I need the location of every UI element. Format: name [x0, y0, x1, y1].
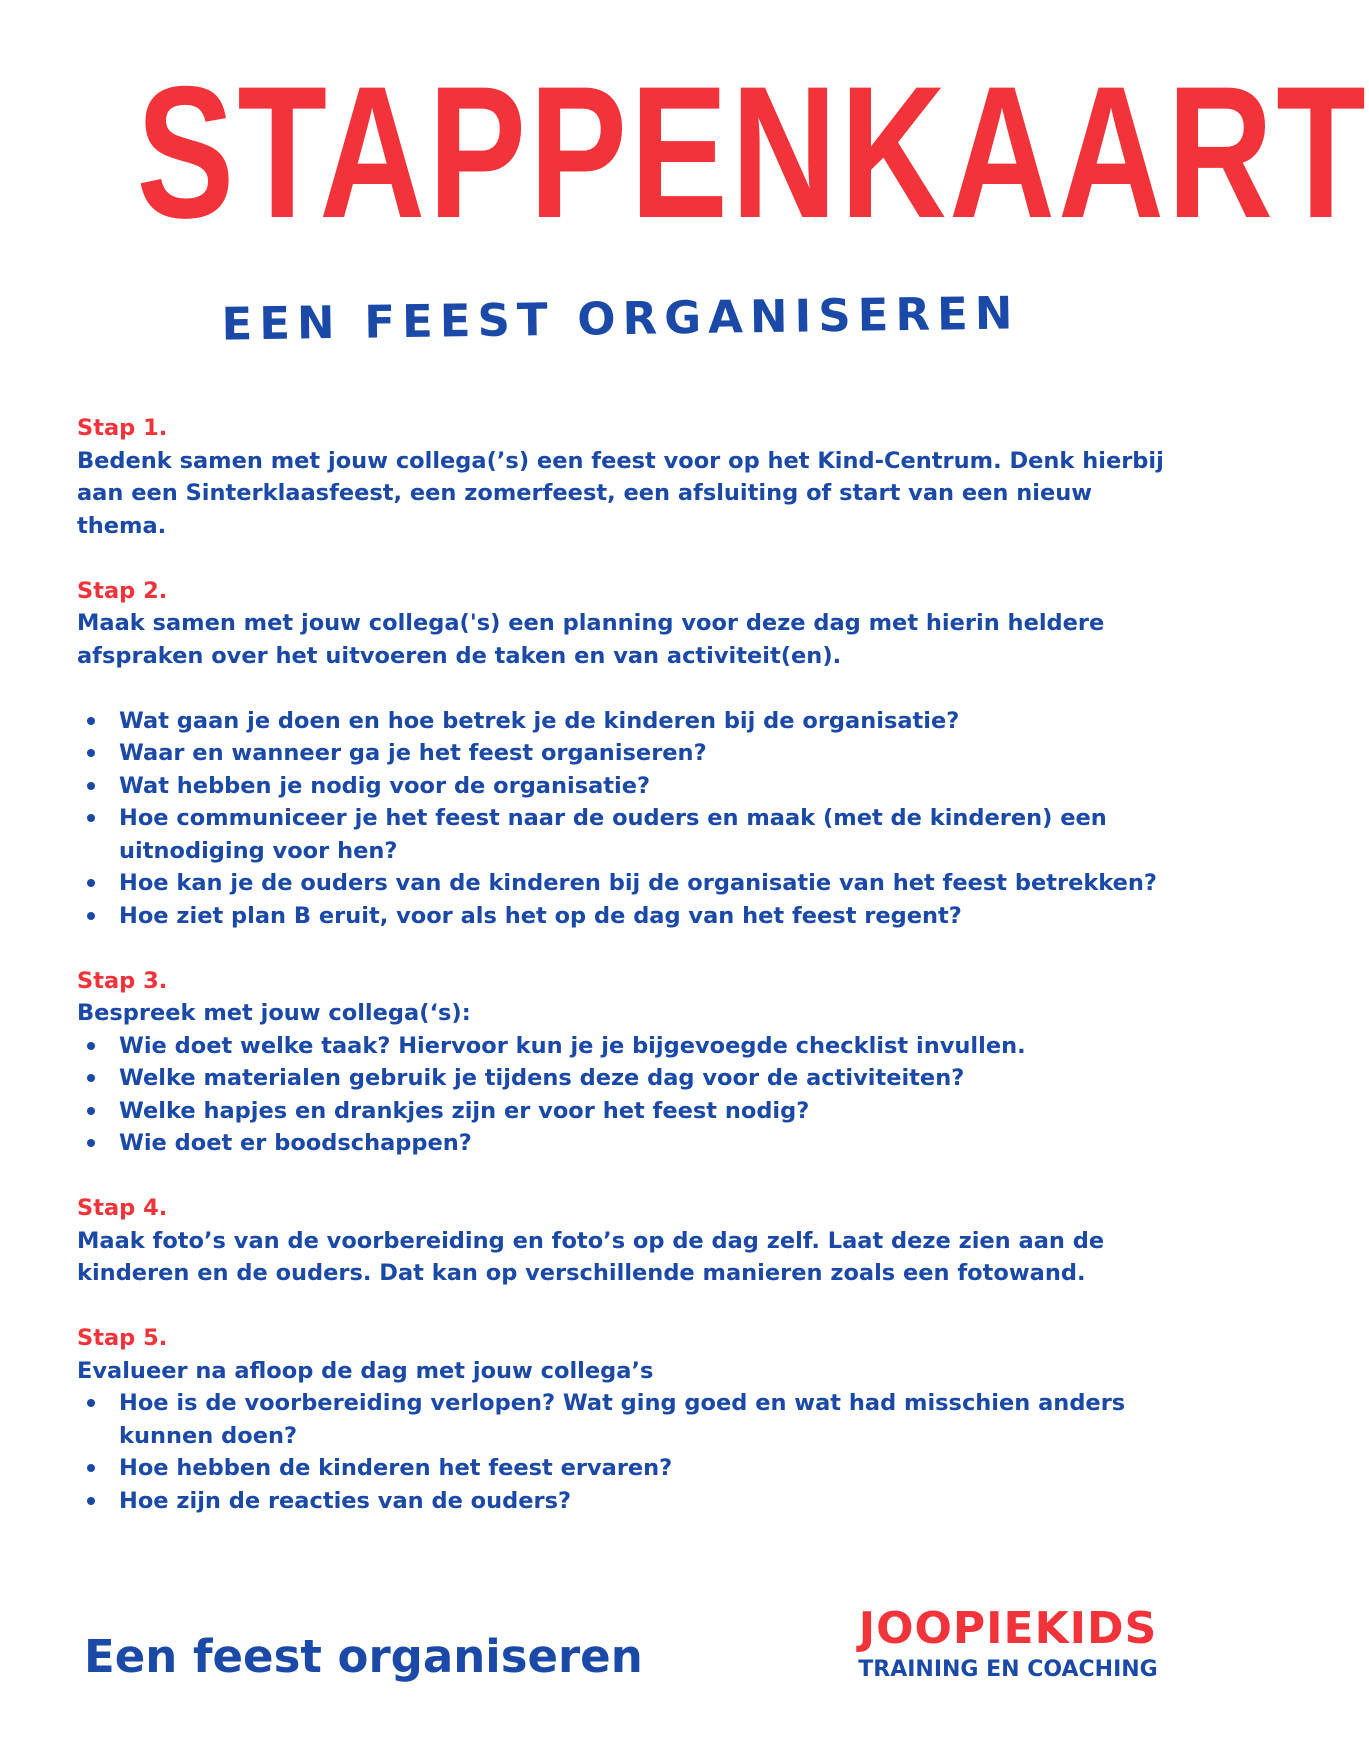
step-text: Maak samen met jouw collega('s) een planning voor deze dag met hierin heldere afspraken over het uitvoeren de taken en van activiteit(en).: [77, 610, 1105, 669]
brand-logo: [848, 1603, 1168, 1685]
step-label: Stap 2.: [77, 577, 168, 604]
bullet-icon: [87, 1464, 95, 1472]
bullet-icon: [87, 1139, 95, 1147]
list-item-text: Welke hapjes en drankjes zijn er voor het feest nodig?: [119, 1097, 810, 1124]
bullet-icon: [87, 912, 95, 920]
step-text: Maak foto’s van de voorbereiding en foto’s op de dag zelf. Laat deze zien aan de kinderen en de ouders. Dat kan op verschillende manieren zoals een fotowand.: [77, 1227, 1105, 1286]
step-text: Evalueer na afloop de dag met jouw collega’s: [77, 1357, 654, 1384]
bullet-icon: [87, 1074, 95, 1082]
bullet-list: [77, 1030, 1177, 1160]
bullet-list: [77, 705, 1177, 933]
bullet-icon: [87, 879, 95, 887]
page-title: STAPPENKAART: [136, 47, 1369, 257]
list-item-text: Wat gaan je doen en hoe betrek je de kinderen bij de organisatie?: [119, 707, 960, 734]
bullet-list: [77, 1387, 1177, 1517]
footer-title: Een feest organiseren: [84, 1630, 643, 1683]
step-5: [77, 1322, 1177, 1517]
list-item: [77, 737, 1177, 770]
list-item-text: Hoe kan je de ouders van de kinderen bij de organisatie van het feest betrekken?: [119, 870, 1157, 896]
list-item-text: Welke materialen gebruik je tijdens deze dag voor de activiteiten?: [119, 1065, 965, 1091]
list-item-text: Hoe communiceer je het feest naar de ouders en maak (met de kinderen) een uitnodiging voor hen?: [119, 805, 1107, 864]
step-4: [77, 1192, 1177, 1290]
list-item-text: Waar en wanneer ga je het feest organiseren?: [119, 740, 707, 766]
list-item: [77, 900, 1177, 933]
list-item: [77, 1452, 1177, 1485]
steps-list: [77, 412, 1177, 1550]
list-item-text: Wie doet welke taak? Hiervoor kun je je bijgevoegde checklist invullen.: [119, 1032, 1026, 1059]
step-label: Stap 3.: [77, 967, 168, 994]
list-item: [77, 1387, 1177, 1452]
list-item-text: Wie doet er boodschappen?: [119, 1130, 472, 1156]
bullet-icon: [87, 782, 95, 790]
list-item: [77, 1127, 1177, 1160]
step-label: Stap 4.: [77, 1195, 168, 1221]
list-item: [77, 1030, 1177, 1063]
step-3: [77, 965, 1177, 1160]
list-item: [77, 705, 1177, 738]
bullet-icon: [87, 749, 95, 757]
list-item: [77, 1062, 1177, 1095]
bullet-icon: [87, 1497, 95, 1505]
list-item: [77, 867, 1177, 900]
page-subtitle: EEN FEEST ORGANISEREN: [221, 286, 1020, 351]
bullet-icon: [87, 1042, 95, 1050]
step-label: Stap 1.: [77, 415, 168, 441]
bullet-icon: [87, 717, 95, 725]
bullet-icon: [87, 1399, 95, 1407]
step-1: [77, 412, 1177, 542]
list-item: [77, 1485, 1177, 1518]
bullet-icon: [87, 1107, 95, 1115]
list-item-text: Wat hebben je nodig voor de organisatie?: [119, 772, 651, 799]
step-text: Bedenk samen met jouw collega(’s) een feest voor op het Kind-Centrum. Denk hierbij aan een Sinterklaasfeest, een zomerfeest, een afsluiting of start van een nieuw thema.: [77, 447, 1164, 539]
list-item: [77, 770, 1177, 803]
list-item: [77, 802, 1177, 867]
list-item-text: Hoe zijn de reacties van de ouders?: [119, 1487, 572, 1514]
step-2: [77, 575, 1177, 933]
list-item-text: Hoe hebben de kinderen het feest ervaren?: [119, 1455, 673, 1481]
list-item-text: Hoe ziet plan B eruit, voor als het op de dag van het feest regent?: [119, 902, 962, 929]
step-label: Stap 5.: [77, 1325, 168, 1351]
step-text: Bespreek met jouw collega(‘s):: [77, 1000, 471, 1026]
bullet-icon: [87, 814, 95, 822]
list-item-text: Hoe is de voorbereiding verlopen? Wat ging goed en wat had misschien anders kunnen doen?: [119, 1390, 1126, 1449]
logo-tagline: TRAINING EN COACHING: [858, 1657, 1158, 1682]
logo-name: JOOPIEKIDS: [858, 1603, 1158, 1654]
list-item: [77, 1095, 1177, 1128]
